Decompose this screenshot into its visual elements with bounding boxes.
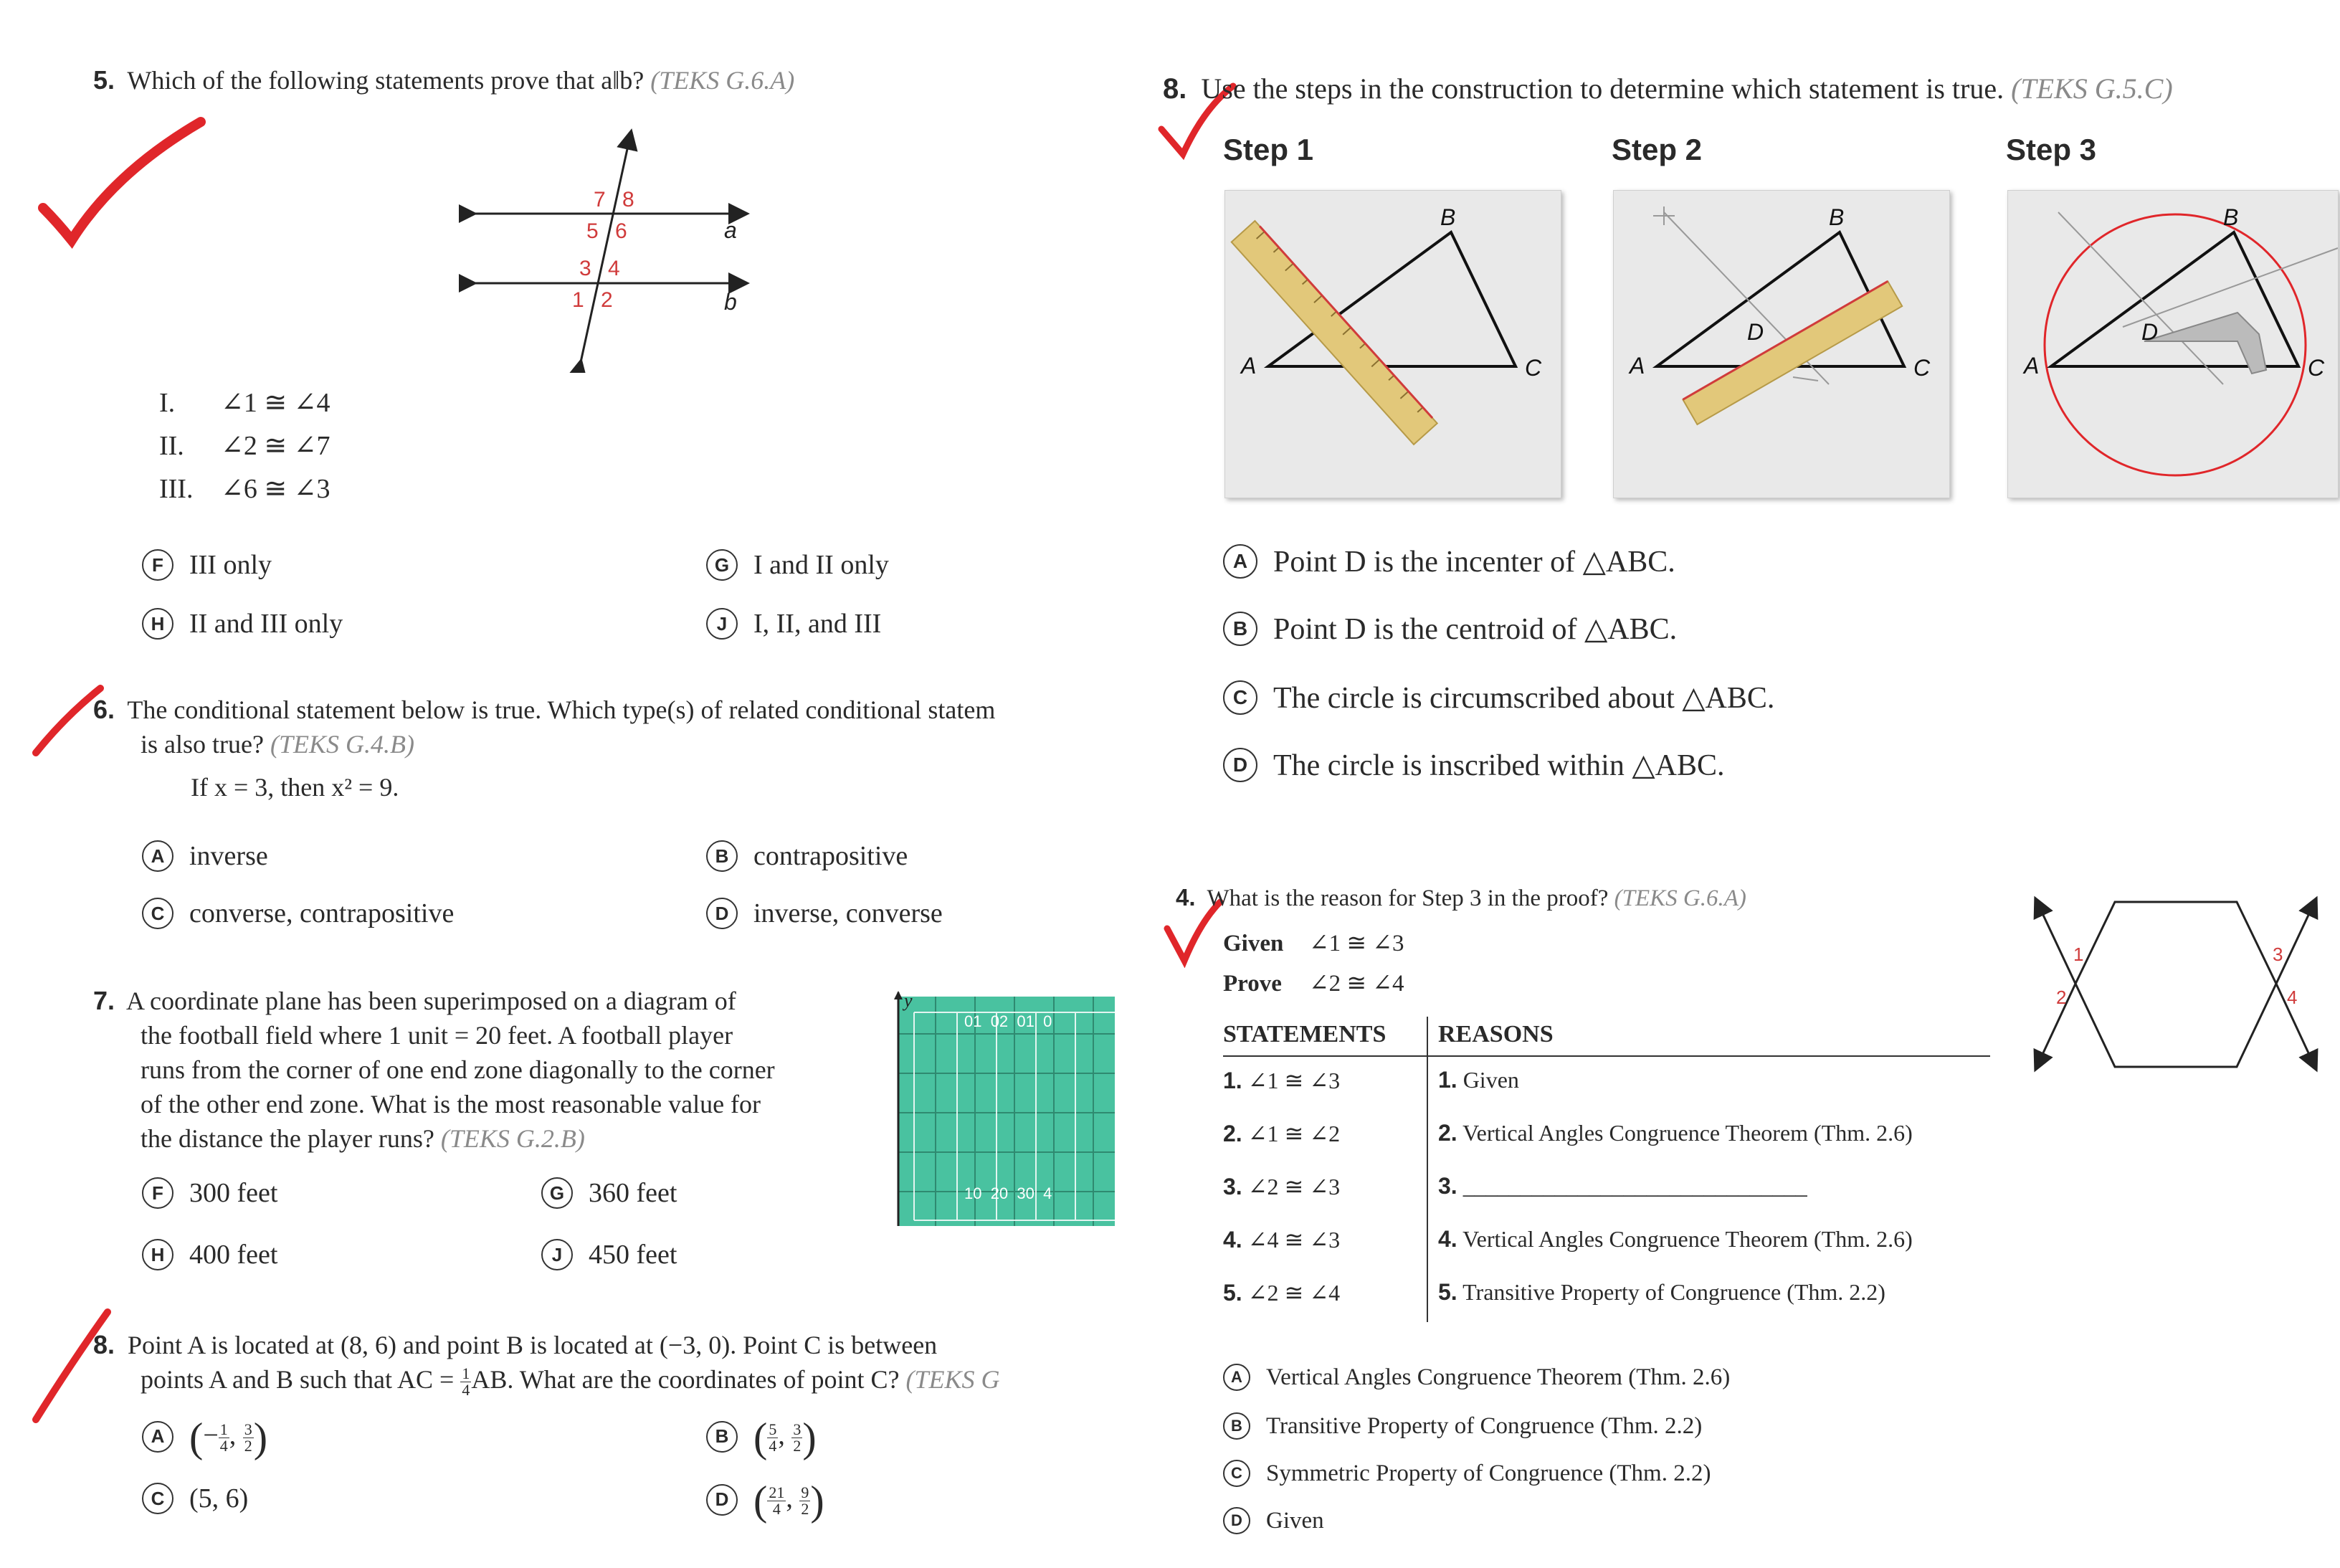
q7-line: A coordinate plane has been superimposed on a diagram of: [126, 987, 736, 1015]
answer-choice[interactable]: [142, 549, 272, 581]
reason-cell: Vertical Angles Congruence Theorem (Thm. 2.6): [1462, 1226, 1913, 1252]
vertex-label: B: [1440, 204, 1456, 230]
fraction-den: 4: [219, 1436, 228, 1455]
answer-choice[interactable]: [706, 898, 943, 929]
choice-letter: D: [1223, 1507, 1250, 1534]
q6-stem: [93, 693, 1111, 804]
proof-table-wrap: [1223, 1017, 1990, 1322]
table-row: [1223, 1216, 1990, 1269]
q4-given: [1223, 926, 1404, 961]
given-label: Given: [1223, 931, 1284, 956]
angle-label: 8: [622, 188, 634, 212]
choice-letter: H: [142, 608, 173, 640]
parallel-lines-figure: [459, 122, 760, 373]
angle-label: 7: [594, 188, 606, 212]
choice-letter: D: [1223, 748, 1257, 782]
q7-line: the distance the player runs?: [141, 1124, 434, 1153]
choice-text: II and III only: [189, 609, 343, 639]
answer-choice[interactable]: [142, 608, 343, 640]
q5-text: Which of the following statements prove that a‖b?: [127, 66, 645, 95]
statement-text: ∠2 ≅ ∠7: [221, 431, 330, 461]
table-row: [1223, 1056, 1990, 1110]
q8b-number: 8.: [1163, 73, 1187, 105]
fraction-num: 1: [219, 1420, 228, 1438]
q8a-number: 8.: [93, 1330, 115, 1359]
q7-line: runs from the corner of one end zone diagonally to the corner: [141, 1055, 775, 1084]
step2-panel: [1613, 190, 1950, 498]
table-row: [1223, 1163, 1990, 1216]
prove-text: ∠2 ≅ ∠4: [1309, 971, 1404, 997]
answer-choice[interactable]: [1223, 1507, 1324, 1534]
statement-num: I.: [159, 388, 176, 418]
vertex-label: B: [2223, 204, 2239, 230]
vertex-label: C: [2308, 355, 2325, 381]
fraction-den: 2: [801, 1499, 809, 1518]
row-num: 3.: [1223, 1174, 1242, 1199]
answer-choice[interactable]: [1223, 1460, 1711, 1487]
proof-table: [1223, 1017, 1990, 1322]
statement-cell: ∠1 ≅ ∠2: [1247, 1121, 1341, 1146]
fraction-num: 3: [244, 1420, 252, 1438]
choice-letter: B: [706, 1421, 738, 1453]
row-num: 2.: [1223, 1121, 1242, 1146]
angle-label: 4: [608, 257, 620, 280]
choice-text: (− $\frac{1}{4}$ , $\frac{3}{2}$ ): [189, 1414, 268, 1461]
q4-teks: (TEKS G.6.A): [1614, 885, 1746, 911]
answer-choice[interactable]: [706, 608, 881, 640]
table-row: [1223, 1269, 1990, 1322]
vertex-label: C: [1913, 355, 1931, 381]
reason-blank[interactable]: ______________________________: [1462, 1173, 1807, 1199]
answer-choice[interactable]: [1223, 1412, 1702, 1440]
q6-number: 6.: [93, 695, 115, 724]
q4-prove: [1223, 966, 1404, 1001]
q7-teks: (TEKS G.2.B): [440, 1124, 585, 1153]
q7-line: of the other end zone. What is the most reasonable value for: [141, 1090, 761, 1118]
row-num: 2.: [1438, 1120, 1457, 1146]
hexagon-figure: [2029, 889, 2330, 1083]
choice-letter: F: [142, 1177, 173, 1209]
choice-letter: C: [142, 898, 173, 929]
choice-letter: A: [1223, 544, 1257, 579]
statement-cell: ∠2 ≅ ∠4: [1247, 1280, 1341, 1306]
choice-letter: J: [541, 1239, 573, 1270]
reason-cell: Vertical Angles Congruence Theorem (Thm. 2.6): [1462, 1120, 1913, 1146]
line-label-b: b: [724, 289, 737, 315]
choice-letter: G: [541, 1177, 573, 1209]
vertex-label: C: [1525, 355, 1542, 381]
q4-number: 4.: [1176, 884, 1196, 911]
choice-letter: D: [706, 1484, 738, 1516]
angle-label: 3: [579, 257, 591, 280]
answer-choice[interactable]: [142, 1239, 277, 1270]
choice-text: (5, 6): [189, 1483, 249, 1514]
statement-text: ∠6 ≅ ∠3: [221, 474, 330, 504]
choice-text: inverse: [189, 841, 268, 871]
q8b-stem: [1163, 72, 2173, 106]
step1-panel: [1224, 190, 1561, 498]
q8a-line2-pre: points A and B such that AC =: [141, 1365, 461, 1394]
angle-label: 2: [601, 288, 613, 312]
statement-cell: ∠1 ≅ ∠3: [1247, 1068, 1341, 1093]
q8a-stem: [93, 1328, 1118, 1398]
choice-text: contrapositive: [753, 841, 908, 871]
q5-teks: (TEKS G.6.A): [650, 66, 795, 95]
angle-label: 3: [2273, 944, 2283, 965]
football-field-figure: [893, 991, 1115, 1227]
given-text: ∠1 ≅ ∠3: [1309, 931, 1404, 956]
row-num: 4.: [1438, 1226, 1457, 1252]
choice-text: Symmetric Property of Congruence (Thm. 2.2): [1266, 1460, 1711, 1486]
choice-text: I, II, and III: [753, 609, 882, 639]
fraction-num: 5: [769, 1420, 777, 1438]
q5-stem: [93, 63, 794, 98]
q8b-teks: (TEKS G.5.C): [2011, 72, 2173, 105]
answer-choice[interactable]: [706, 1414, 817, 1461]
choice-text: Point D is the incenter of △ABC.: [1273, 546, 1675, 579]
fraction: [460, 1366, 471, 1398]
fraction-num: 21: [769, 1483, 785, 1501]
q6-line2: is also true?: [141, 730, 264, 759]
angle-label: 2: [2056, 987, 2067, 1008]
prove-label: Prove: [1223, 971, 1282, 997]
reason-cell: Transitive Property of Congruence (Thm. 2.2): [1462, 1279, 1885, 1305]
answer-choice[interactable]: [142, 1483, 248, 1514]
q5-statement: [159, 424, 330, 467]
fraction-num: 9: [801, 1483, 809, 1501]
answer-choice[interactable]: [142, 1177, 277, 1209]
q5-statement: [159, 467, 330, 510]
fraction-den: 4: [462, 1381, 470, 1399]
choice-letter: J: [706, 608, 738, 640]
angle-label: 5: [586, 219, 599, 243]
sign: −: [203, 1420, 219, 1450]
choice-letter: G: [706, 549, 738, 581]
column-header: STATEMENTS: [1223, 1017, 1427, 1056]
step-label: Step 3: [2006, 133, 2097, 166]
vertex-label: A: [2024, 353, 2040, 379]
choice-text: The circle is inscribed within △ABC.: [1273, 749, 1725, 782]
choice-letter: B: [1223, 612, 1257, 646]
choice-letter: F: [142, 549, 173, 581]
q5-number: 5.: [93, 65, 115, 95]
answer-choice[interactable]: [142, 898, 454, 929]
check-mark-icon: [29, 108, 215, 251]
choice-letter: B: [706, 840, 738, 872]
answer-choice[interactable]: [1223, 543, 1675, 579]
statement-cell: ∠2 ≅ ∠3: [1247, 1174, 1341, 1199]
vertex-label: D: [2141, 319, 2159, 345]
q4-stem: [1176, 880, 1746, 916]
angle-label: 1: [572, 288, 584, 312]
row-num: 1.: [1223, 1068, 1242, 1093]
q7-line: the football field where 1 unit = 20 feet. A football player: [141, 1021, 733, 1050]
statement-num: III.: [159, 474, 194, 504]
statement-cell: ∠4 ≅ ∠3: [1247, 1227, 1341, 1253]
answer-choice[interactable]: [706, 840, 908, 872]
choice-text: converse, contrapositive: [189, 898, 455, 928]
choice-text: ( $\frac{21}{4}$ , $\frac{9}{2}$ ): [753, 1477, 824, 1524]
answer-choice[interactable]: [541, 1177, 677, 1209]
choice-letter: C: [1223, 680, 1257, 715]
table-row: [1223, 1110, 1990, 1163]
yard-numbers-top: 01 02 01 0: [964, 1012, 1052, 1030]
choice-text: Given: [1266, 1507, 1324, 1534]
choice-text: The circle is circumscribed about △ABC.: [1273, 682, 1775, 715]
q8b-text: Use the steps in the construction to determine which statement is true.: [1201, 72, 2004, 105]
statement-num: II.: [159, 431, 184, 461]
fraction-den: 2: [793, 1436, 802, 1455]
choice-text: Vertical Angles Congruence Theorem (Thm. 2.6): [1266, 1364, 1731, 1390]
answer-choice[interactable]: [1223, 747, 1725, 783]
row-num: 4.: [1223, 1227, 1242, 1253]
q8a-line2-post: AB. What are the coordinates of point C?: [471, 1365, 900, 1394]
vertex-label: A: [1241, 353, 1257, 379]
fraction-den: 4: [772, 1499, 781, 1518]
step-label: Step 2: [1612, 133, 1703, 166]
row-num: 5.: [1438, 1279, 1457, 1305]
choice-letter: H: [142, 1239, 173, 1270]
choice-text: inverse, converse: [753, 898, 943, 928]
step-label: Step 1: [1223, 133, 1314, 166]
choice-text: Transitive Property of Congruence (Thm. 2.2): [1266, 1412, 1703, 1439]
answer-choice[interactable]: [706, 549, 889, 581]
q7-stem: [93, 984, 775, 1156]
q7-number: 7.: [93, 986, 115, 1015]
column-header: REASONS: [1427, 1017, 1990, 1056]
angle-label: 1: [2073, 944, 2084, 965]
choice-letter: A: [142, 840, 173, 872]
choice-text: ( $\frac{5}{4}$ , $\frac{3}{2}$ ): [753, 1414, 817, 1461]
choice-text: 360 feet: [589, 1178, 677, 1208]
choice-text: III only: [189, 550, 272, 580]
choice-text: 400 feet: [189, 1240, 278, 1270]
choice-letter: A: [1223, 1364, 1250, 1391]
fraction-num: 3: [793, 1420, 802, 1438]
line-label-a: a: [724, 217, 737, 243]
answer-choice[interactable]: [142, 840, 268, 872]
vertex-label: A: [1630, 353, 1645, 379]
fraction-den: 2: [244, 1436, 252, 1455]
q5-statement: [159, 381, 330, 424]
choice-letter: A: [142, 1421, 173, 1453]
vertex-label: B: [1829, 204, 1845, 230]
step3-panel: [2007, 190, 2339, 498]
vertex-label: D: [1747, 319, 1764, 345]
q4-text: What is the reason for Step 3 in the proof?: [1207, 885, 1609, 911]
choice-letter: D: [706, 898, 738, 929]
fraction-num: 1: [462, 1364, 470, 1383]
reason-cell: Given: [1462, 1067, 1519, 1093]
q6-conditional: If x = 3, then x² = 9.: [191, 773, 399, 802]
answer-choice[interactable]: [1223, 680, 1774, 716]
angle-label: 6: [615, 219, 627, 243]
yard-numbers-bottom: 10 20 30 4: [964, 1184, 1052, 1202]
choice-letter: B: [1223, 1412, 1250, 1440]
choice-text: 450 feet: [589, 1240, 677, 1270]
answer-choice[interactable]: [1223, 1364, 1730, 1391]
row-num: 1.: [1438, 1067, 1457, 1093]
choice-letter: C: [142, 1483, 173, 1514]
table-header: [1223, 1017, 1990, 1056]
choice-letter: C: [1223, 1460, 1250, 1487]
choice-text: I and II only: [753, 550, 889, 580]
angle-label: 4: [2287, 987, 2298, 1008]
answer-choice[interactable]: [706, 1477, 824, 1524]
answer-choice[interactable]: [1223, 611, 1677, 647]
choice-text: Point D is the centroid of △ABC.: [1273, 613, 1678, 646]
row-num: 5.: [1223, 1280, 1242, 1306]
axis-label-y: y: [904, 991, 913, 1011]
choice-text: 300 feet: [189, 1178, 278, 1208]
row-num: 3.: [1438, 1173, 1457, 1199]
q6-line1: The conditional statement below is true. Which type(s) of related conditional statem: [127, 695, 996, 724]
q6-teks: (TEKS G.4.B): [270, 730, 414, 759]
q8a-teks: (TEKS G: [905, 1365, 1000, 1394]
statement-text: ∠1 ≅ ∠4: [221, 388, 330, 418]
q8a-line1: Point A is located at (8, 6) and point B is located at (−3, 0). Point C is between: [128, 1331, 938, 1359]
answer-choice[interactable]: [142, 1414, 268, 1461]
fraction-den: 4: [769, 1436, 777, 1455]
answer-choice[interactable]: [541, 1239, 677, 1270]
